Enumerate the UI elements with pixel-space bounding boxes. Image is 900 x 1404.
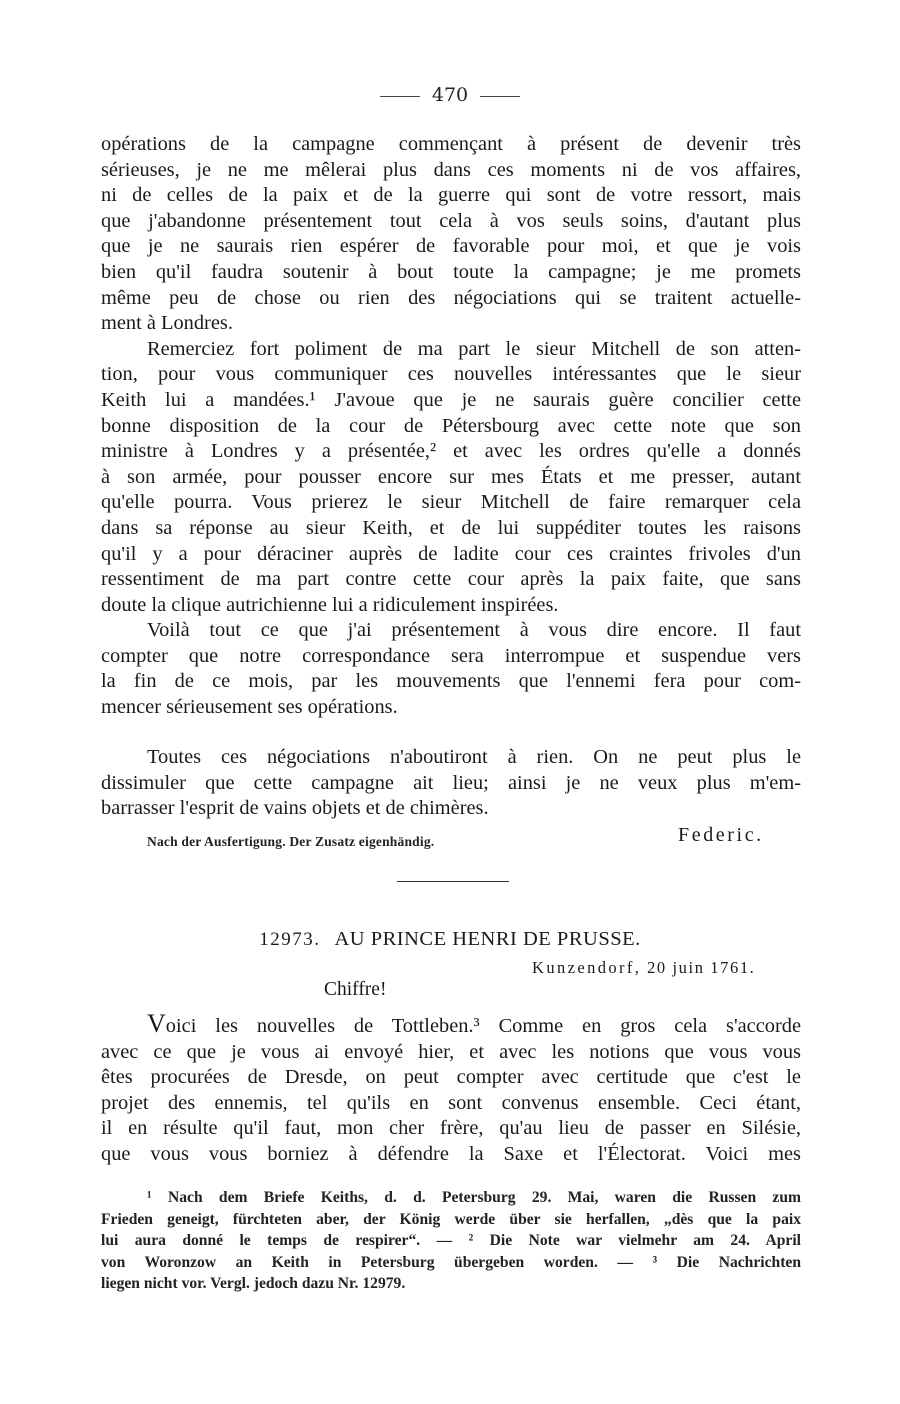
initial-letter: V [147, 1009, 166, 1038]
letter-line: avec ce que je vous ai envoyé hier, et avec les notions que vous vous [101, 1040, 801, 1063]
text-line: même peu de chose ou rien des négociations qui se traitent actuelle- [101, 286, 801, 309]
main-text [101, 132, 801, 721]
text-line: qu'il y a pour déraciner auprès de ladite cour ces craintes frivoles d'un [101, 542, 801, 565]
postscript [101, 745, 801, 822]
footnote-line: liegen nicht vor. Vergl. jedoch dazu Nr. 12979. [101, 1275, 406, 1293]
text-line: mencer sérieusement ses opérations. [101, 696, 398, 719]
page-number: 470 [431, 84, 469, 106]
footnote-line: von Woronzow an Keith in Petersburg übergeben worden. — ³ Die Nachrichten [101, 1253, 801, 1271]
footnote-line: lui aura donné le temps de respirer“. — ² Die Note war vielmehr am 24. April [101, 1232, 801, 1250]
header-dash-right [480, 96, 520, 97]
text-line: sérieuses, je ne me mêlerai plus dans ces moments ni de vos affaires, [101, 158, 801, 181]
text-line: ressentiment de ma part contre cette cour après la paix faite, que sans [101, 568, 801, 591]
text-line: Voilà tout ce que j'ai présentement à vous dire encore. Il faut [147, 619, 801, 642]
postscript-line: Toutes ces négociations n'aboutiront à rien. On ne peut plus le [147, 746, 801, 768]
paragraph-3 [101, 618, 801, 720]
letter-line: il en résulte qu'il faut, mon cher frère, qu'au lieu de passer en Silésie, [101, 1117, 801, 1140]
cipher-note: Chiffre! [324, 979, 387, 1000]
footnotes [101, 1187, 801, 1295]
text-line: dans sa réponse au sieur Keith, et de lui suppéditer toutes les raisons [101, 516, 801, 539]
text-line: bien qu'il faudra soutenir à bout toute la campagne; je me promets [101, 260, 801, 283]
page-number-header [0, 84, 900, 106]
text-line: tion, pour vous communiquer ces nouvelles intéressantes que le sieur [101, 363, 801, 386]
letter-line: êtes procurées de Dresde, on peut compter avec certitude que c'est le [101, 1066, 801, 1089]
text-line: que je ne saurais rien espérer de favorable pour moi, et que je vois [101, 235, 801, 258]
footnote-line: Frieden geneigt, fürchteten aber, der König werde über sie herfallen, „dès que la paix [101, 1210, 801, 1228]
text-line: compter que notre correspondance sera interrompue et suspendue vers [101, 644, 801, 667]
text-line: ministre à Londres y a présentée,² et avec les ordres qu'elle a donnés [101, 440, 801, 463]
text-line: ni de celles de la paix et de la guerre qui sont de votre ressort, mais [101, 184, 801, 207]
letter-line: que vous vous borniez à défendre la Saxe et l'Électorat. Voici mes [101, 1142, 801, 1165]
paragraph-1 [101, 132, 801, 337]
text-line: qu'elle pourra. Vous prierez le sieur Mitchell de faire remarquer cela [101, 491, 801, 514]
text-line: Remerciez fort poliment de ma part le sieur Mitchell de son atten- [147, 337, 801, 360]
text-line: bonne disposition de la cour de Pétersbourg avec cette note que son [101, 414, 801, 437]
text-line: Keith lui a mandées.¹ J'avoue que je ne saurais guère concilier cette [101, 388, 801, 411]
text-line: la fin de ce mois, par les mouvements que l'ennemi fera pour com- [101, 670, 801, 693]
letter-number: 12973. [259, 929, 321, 950]
source-note: Nach der Ausfertigung. Der Zusatz eigenhändig. [147, 834, 435, 849]
letter-heading [0, 928, 900, 951]
letter-line: projet des ennemis, tel qu'ils en sont convenus ensemble. Ceci étant, [101, 1091, 801, 1114]
text-line: à son armée, pour pousser encore sur mes États et me presser, autant [101, 465, 801, 488]
dateline [532, 958, 755, 978]
letter-recipient: AU PRINCE HENRI DE PRUSSE. [334, 928, 641, 950]
header-dash-left [380, 96, 420, 97]
letter-line-text: oici les nouvelles de Tottleben.³ Comme en gros cela s'accorde [165, 1015, 801, 1037]
postscript-line: dissimuler que cette campagne ait lieu; ainsi je ne veux plus m'em- [101, 771, 801, 794]
footnote-line: ¹ Nach dem Briefe Keiths, d. d. Petersburg 29. Mai, waren die Russen zum [147, 1189, 801, 1206]
text-line: ment à Londres. [101, 312, 233, 335]
letter-line [101, 1011, 801, 1040]
postscript-line: barrasser l'esprit de vains objets et de chimères. [101, 797, 489, 820]
dateline-place: Kunzendorf, [532, 958, 642, 977]
paragraph-2 [101, 337, 801, 619]
text-line: que j'abandonne présentement tout cela à vos seuls soins, d'autant plus [101, 209, 801, 232]
text-line: doute la clique autrichienne lui a ridiculement inspirées. [101, 593, 559, 616]
dateline-date: 20 juin 1761. [647, 958, 756, 977]
text-line: opérations de la campagne commençant à présent de devenir très [101, 133, 801, 155]
section-divider [397, 881, 509, 882]
letter-body [101, 1011, 801, 1168]
signature: Federic. [678, 824, 764, 846]
